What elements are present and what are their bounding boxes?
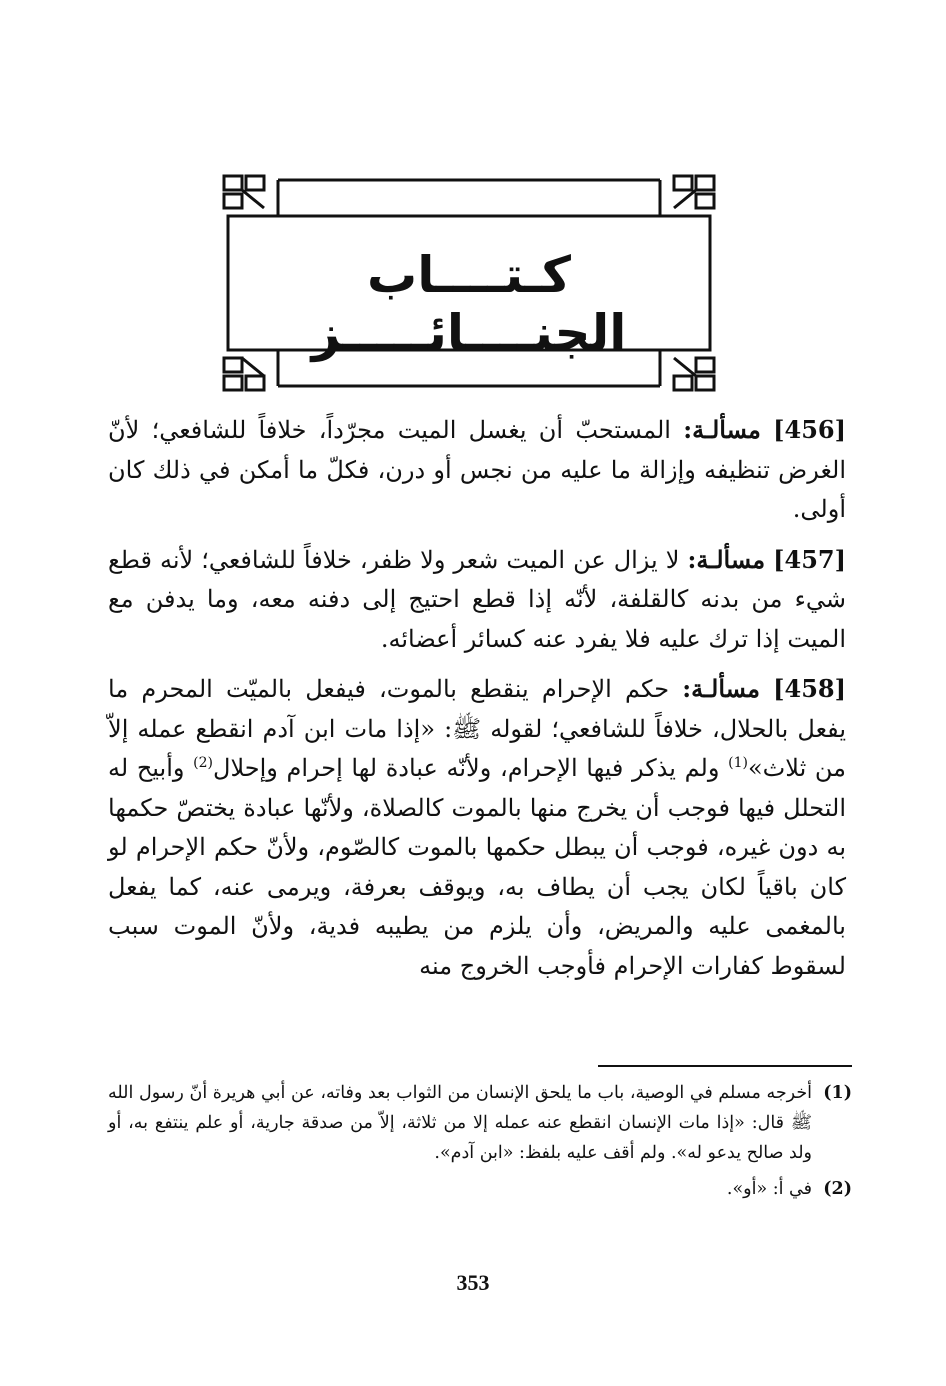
chapter-title: كـتــــاب الجنــــائـــــز [311,246,627,362]
issue-paragraph [108,410,846,530]
issue-number: [456] [773,415,846,444]
issue-text: وأبيح له التحلل فيها فوجب أن يخرج منها بالموت كالصلاة، ولأنّها عبادة يختصّ حكمها به دون غيره، فوجب أن يبطل حكمها بالموت كالصّوم، ولأنّ حكم الإحرام لو كان باقياً لكان يجب أن يطاف به، ويوقف بعرفة، ويرمى عنه، كما يفعل بالمغمى عليه والمريض، وأن يلزم من يطيبه فدية، ولأنّ الموت سبب لسقوط كفارات الإحرام فأوجب الخروج منه [108,754,846,980]
footnote-text: أخرجه مسلم في الوصية، باب ما يلحق الإنسان من الثواب بعد وفاته، عن أبي هريرة أنّ رسول الله ﷺ قال: «إذا مات الإنسان انقطع عنه عمله إلا من ثلاثة، إلاّ من صدقة جارية، أو علم ينتفع به، أو ولد صالح يدعو له». ولم أقف عليه بلفظ: «ابن آدم». [108,1083,812,1163]
issue-number: [457] [773,544,846,574]
footnote [108,1078,852,1168]
issue-paragraph [108,540,846,660]
footnote [108,1174,852,1204]
page-number: 353 [456,1270,490,1295]
footnotes [108,1078,852,1210]
issue-label: مسألـة: [687,544,766,574]
issue-text: ولم يذكر فيها الإحرام، ولأنّه عبادة لها إحرام وإحلال [213,754,720,782]
main-text [108,410,846,996]
issue-text: حكم الإحرام ينقطع بالموت، فيفعل بالميّت المحرم ما يفعل بالحلال، خلافاً للشافعي؛ لقوله ﷺ: «إذا مات ابن آدم انقطع عمله إلاّ من ثلاث» [108,675,847,782]
footnote-reference[interactable]: (2) [193,755,213,771]
footnote-separator [598,1065,852,1067]
footnote-number: (2) [823,1179,852,1199]
issue-label: مسألـة: [682,674,760,703]
issue-number: [458] [773,674,846,703]
footnote-text: في أ: «أو». [726,1179,812,1199]
issue-paragraph [108,669,846,986]
issue-label: مسألـة: [683,415,761,444]
issue-text: لا يزال عن الميت شعر ولا ظفر، خلافاً للشافعي؛ لأنه قطع شيء من بدنه كالقلفة، لأنّه إذا قطع احتيج إلى دفنه معه، وما يدفن مع الميت إذا ترك عليه فلا يفرد عنه كسائر أعضائه. [108,545,846,653]
footnote-reference[interactable]: (1) [728,755,748,771]
chapter-title-frame [218,174,720,392]
footnote-number: (1) [823,1083,852,1103]
issue-text: المستحبّ أن يغسل الميت مجرّداً، خلافاً للشافعي؛ لأنّ الغرض تنظيفه وإزالة ما عليه من نجس أو درن، فكلّ ما أمكن في ذلك كان أولى. [108,416,846,523]
